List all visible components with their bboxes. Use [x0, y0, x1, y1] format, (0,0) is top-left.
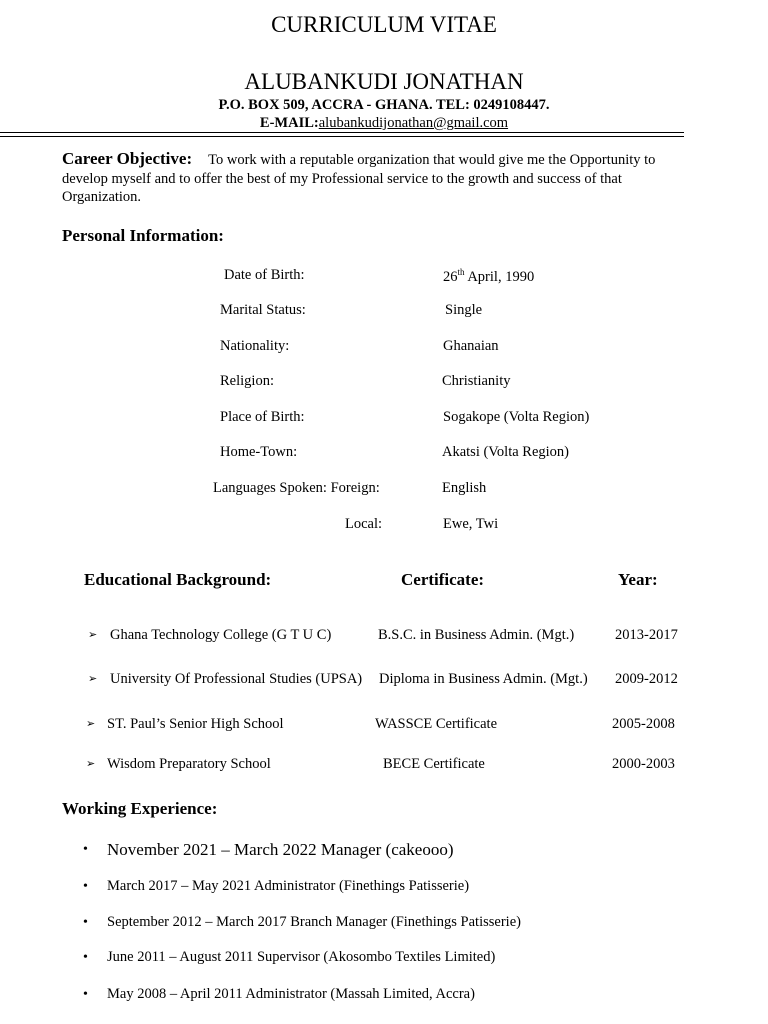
experience-heading: Working Experience:: [62, 799, 218, 818]
dob-value: [443, 267, 534, 286]
education-school: University Of Professional Studies (UPSA): [110, 671, 363, 687]
bullet-icon: •: [83, 879, 88, 894]
education-certificate: Diploma in Business Admin. (Mgt.): [379, 671, 588, 687]
education-certificate: BECE Certificate: [383, 756, 485, 772]
languages-label: Languages Spoken: Foreign:: [213, 480, 380, 496]
experience-item: November 2021 – March 2022 Manager (cakeooo): [107, 840, 454, 859]
experience-item: September 2012 – March 2017 Branch Manager (Finethings Patisserie): [107, 914, 521, 930]
contact-address: P.O. BOX 509, ACCRA - GHANA. TEL: 0249108447.: [218, 97, 550, 113]
personal-info-heading: Personal Information:: [62, 226, 224, 245]
hometown-value: Akatsi (Volta Region): [442, 444, 569, 460]
experience-item: June 2011 – August 2011 Supervisor (Akosombo Textiles Limited): [107, 949, 496, 965]
hometown-label: Home-Town:: [220, 444, 298, 460]
bullet-icon: •: [83, 842, 88, 857]
marital-status-label: Marital Status:: [220, 302, 306, 318]
marital-status-value: Single: [445, 302, 483, 318]
bullet-icon: •: [83, 950, 88, 965]
religion-label: Religion:: [220, 373, 274, 389]
candidate-name: ALUBANKUDI JONATHAN: [244, 69, 524, 94]
place-of-birth-label: Place of Birth:: [220, 409, 305, 425]
education-school: ST. Paul’s Senior High School: [107, 716, 284, 732]
experience-item: March 2017 – May 2021 Administrator (Finethings Patisserie): [107, 878, 470, 894]
education-year: 2000-2003: [612, 756, 675, 772]
dob-ordinal: th: [457, 267, 465, 277]
email-label: E-MAIL:: [259, 115, 319, 131]
education-year: 2013-2017: [615, 627, 678, 643]
languages-local-value: Ewe, Twi: [443, 516, 499, 532]
bullet-icon: •: [83, 915, 88, 930]
education-school: Ghana Technology College (G T U C): [110, 627, 332, 643]
header-divider-bottom: [0, 136, 684, 137]
email-link[interactable]: alubankudijonathan@gmail.com: [318, 115, 509, 131]
education-year: 2005-2008: [612, 716, 675, 732]
education-heading: Educational Background:: [84, 570, 272, 589]
arrow-bullet-icon: ➢: [88, 673, 98, 685]
career-objective-text: To work with a reputable organization that would give me the Opportunity to develop myself and to offer the best of my Professional service to the growth and success of that Organization.: [62, 152, 656, 205]
contact-email-line: [0, 115, 768, 132]
experience-item: May 2008 – April 2011 Administrator (Massah Limited, Accra): [107, 986, 475, 1002]
career-objective-label: Career Objective:: [62, 149, 193, 168]
year-heading: Year:: [618, 570, 658, 589]
career-objective: [62, 150, 687, 207]
education-year: 2009-2012: [615, 671, 678, 687]
certificate-heading: Certificate:: [401, 570, 485, 589]
religion-value: Christianity: [442, 373, 511, 389]
dob-label: Date of Birth:: [224, 267, 305, 283]
dob-month-year: April, 1990: [464, 268, 535, 285]
dob-day: 26: [443, 268, 458, 285]
bullet-icon: •: [83, 987, 88, 1002]
arrow-bullet-icon: ➢: [86, 758, 96, 770]
education-school: Wisdom Preparatory School: [107, 756, 271, 772]
education-certificate: WASSCE Certificate: [375, 716, 498, 732]
arrow-bullet-icon: ➢: [86, 718, 96, 730]
languages-foreign-value: English: [442, 480, 487, 496]
place-of-birth-value: Sogakope (Volta Region): [443, 409, 590, 425]
document-title: CURRICULUM VITAE: [271, 12, 497, 37]
languages-local-label: Local:: [345, 516, 383, 532]
header-divider-top: [0, 132, 684, 133]
education-certificate: B.S.C. in Business Admin. (Mgt.): [378, 627, 575, 643]
nationality-label: Nationality:: [220, 338, 290, 354]
arrow-bullet-icon: ➢: [88, 629, 98, 641]
nationality-value: Ghanaian: [443, 338, 499, 354]
